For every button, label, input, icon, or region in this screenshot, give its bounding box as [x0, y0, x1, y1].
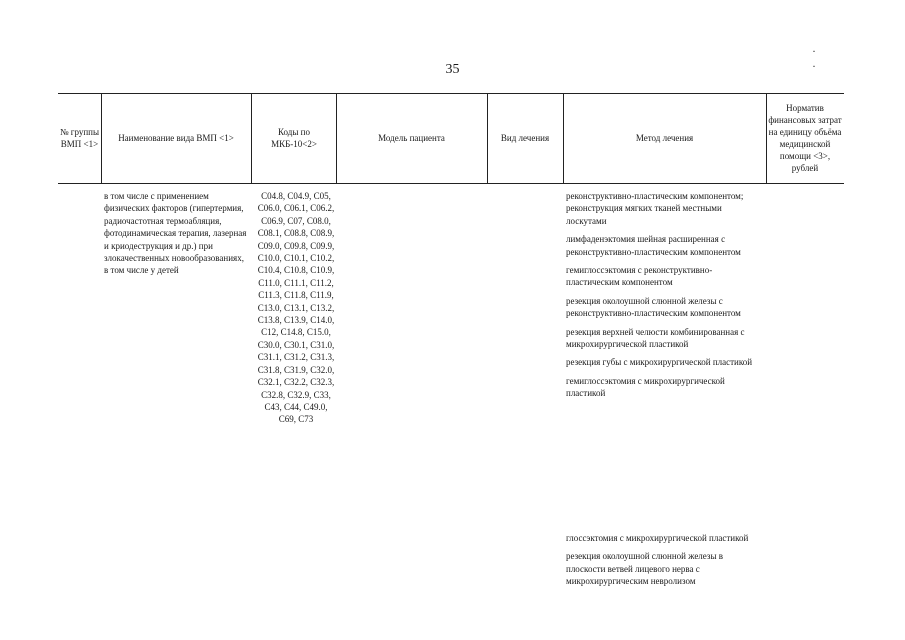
header-cost-standard: Норматив финансовых затрат на единицу объёма медицинской помощи <3>, рублей	[768, 103, 842, 173]
header-group-number: № группы ВМП <1>	[59, 127, 100, 149]
column-divider	[251, 93, 252, 183]
header-patient-model: Модель пациента	[378, 133, 445, 143]
treatment-method-item: резекция околоушной слюнной железы с реконструктивно-пластическим компонентом	[566, 295, 741, 319]
corner-marks: · ·	[812, 44, 846, 73]
icd-codes-cell: C04.8, C04.9, C05, C06.0, C06.1, C06.2, C06.9, C07, C08.0, C08.1, C08.8, C08.9, C09.0, C09.8, C09.9, C10.0, C10.1, C10.2, C10.4, C10.8, C10.9, C11.0, C11.1, C11.2, C11.3, C11.8, C11.9, C13.0, C13.1, C13.2, C13.8, C13.9, C14.0, C12, C14.8, C15.0, C30.0, C30.1, C31.0, C31.1, C31.2, C31.3, C31.8, C31.9, C32.0, C32.1, C32.2, C32.3, C32.8, C32.9, C33, C43, C44, C49.0, C69, C73	[257, 191, 335, 425]
table-header-bottom-border	[58, 183, 844, 184]
treatment-method-item: гемиглоссэктомия с микрохирургической пластикой	[566, 375, 725, 399]
header-vmp-name: Наименование вида ВМП <1>	[118, 133, 234, 143]
treatment-method-item: глоссэктомия с микрохирургической пластикой	[566, 533, 749, 543]
treatment-method-item: реконструктивно-пластическим компонентом; реконструкция мягких тканей местными лоскутами	[566, 191, 744, 226]
page-number: 35	[445, 62, 460, 77]
treatment-methods-lower-cell	[566, 532, 762, 594]
column-divider	[766, 93, 767, 183]
treatment-method-item: резекция губы с микрохирургической пластикой	[566, 357, 753, 368]
vmp-name-cell: в том числе с применением физических факторов (гипертермия, радиочастотная термоабляция, фотодинамическая терапия, лазерная и криодеструкция и др.) при злокачественных новообразованиях, в том числе у детей	[104, 191, 247, 276]
header-icd-codes: Коды по МКБ-10<2>	[271, 127, 317, 149]
treatment-method-item: резекция околоушной слюнной железы в плоскости ветвей лицевого нерва с микрохирургическим невролизом	[566, 551, 724, 587]
treatment-methods-cell	[566, 190, 762, 406]
treatment-method-item: гемиглоссэктомия с реконструктивно-пластическим компонентом	[566, 265, 713, 288]
header-treatment-type: Вид лечения	[500, 133, 550, 143]
treatment-method-item: лимфаденэктомия шейная расширенная с реконструктивно-пластическим компонентом	[566, 234, 741, 257]
header-treatment-method: Метод лечения	[635, 133, 694, 143]
treatment-method-item: резекция верхней челюсти комбинированная с микрохирургической пластикой	[566, 326, 745, 350]
